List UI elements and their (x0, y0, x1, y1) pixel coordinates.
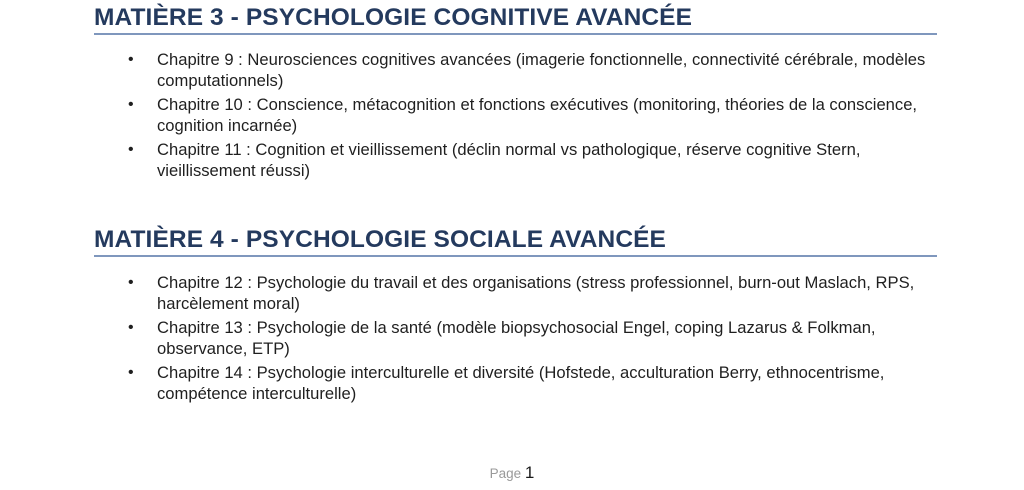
bullet-icon: • (128, 319, 134, 336)
page-label: Page (489, 466, 522, 481)
section-matiere-3 (94, 4, 937, 35)
list-item (128, 317, 948, 359)
chapter-text: Chapitre 14 : Psychologie interculturelle et diversité (Hofstede, acculturation Berry, ethnocentrisme, compétence interculturelle) (157, 363, 885, 403)
page-number: 1 (524, 463, 535, 482)
page-footer (0, 463, 1024, 483)
section-heading: MATIÈRE 3 - PSYCHOLOGIE COGNITIVE AVANCÉE (94, 4, 937, 35)
section-heading: MATIÈRE 4 - PSYCHOLOGIE SOCIALE AVANCÉE (94, 226, 937, 257)
chapter-list-matiere-4 (128, 272, 948, 407)
list-item (128, 362, 948, 404)
bullet-icon: • (128, 274, 134, 291)
bullet-icon: • (128, 96, 134, 113)
chapter-list-matiere-3 (128, 49, 948, 184)
list-item (128, 49, 948, 91)
bullet-icon: • (128, 141, 134, 158)
section-matiere-4 (94, 226, 937, 257)
chapter-text: Chapitre 10 : Conscience, métacognition et fonctions exécutives (monitoring, théories de la conscience, cognition incarnée) (157, 95, 918, 135)
chapter-text: Chapitre 13 : Psychologie de la santé (modèle biopsychosocial Engel, coping Lazarus & Folkman, observance, ETP) (157, 318, 876, 358)
list-item (128, 139, 948, 181)
bullet-icon: • (128, 51, 134, 68)
chapter-text: Chapitre 11 : Cognition et vieillissement (déclin normal vs pathologique, réserve cognitive Stern, vieillissement réussi) (157, 140, 861, 180)
chapter-text: Chapitre 12 : Psychologie du travail et des organisations (stress professionnel, burn-out Maslach, RPS, harcèlement moral) (157, 273, 915, 313)
list-item (128, 272, 948, 314)
bullet-icon: • (128, 364, 134, 381)
chapter-text: Chapitre 9 : Neurosciences cognitives avancées (imagerie fonctionnelle, connectivité cérébrale, modèles computationnels) (157, 50, 926, 90)
list-item (128, 94, 948, 136)
